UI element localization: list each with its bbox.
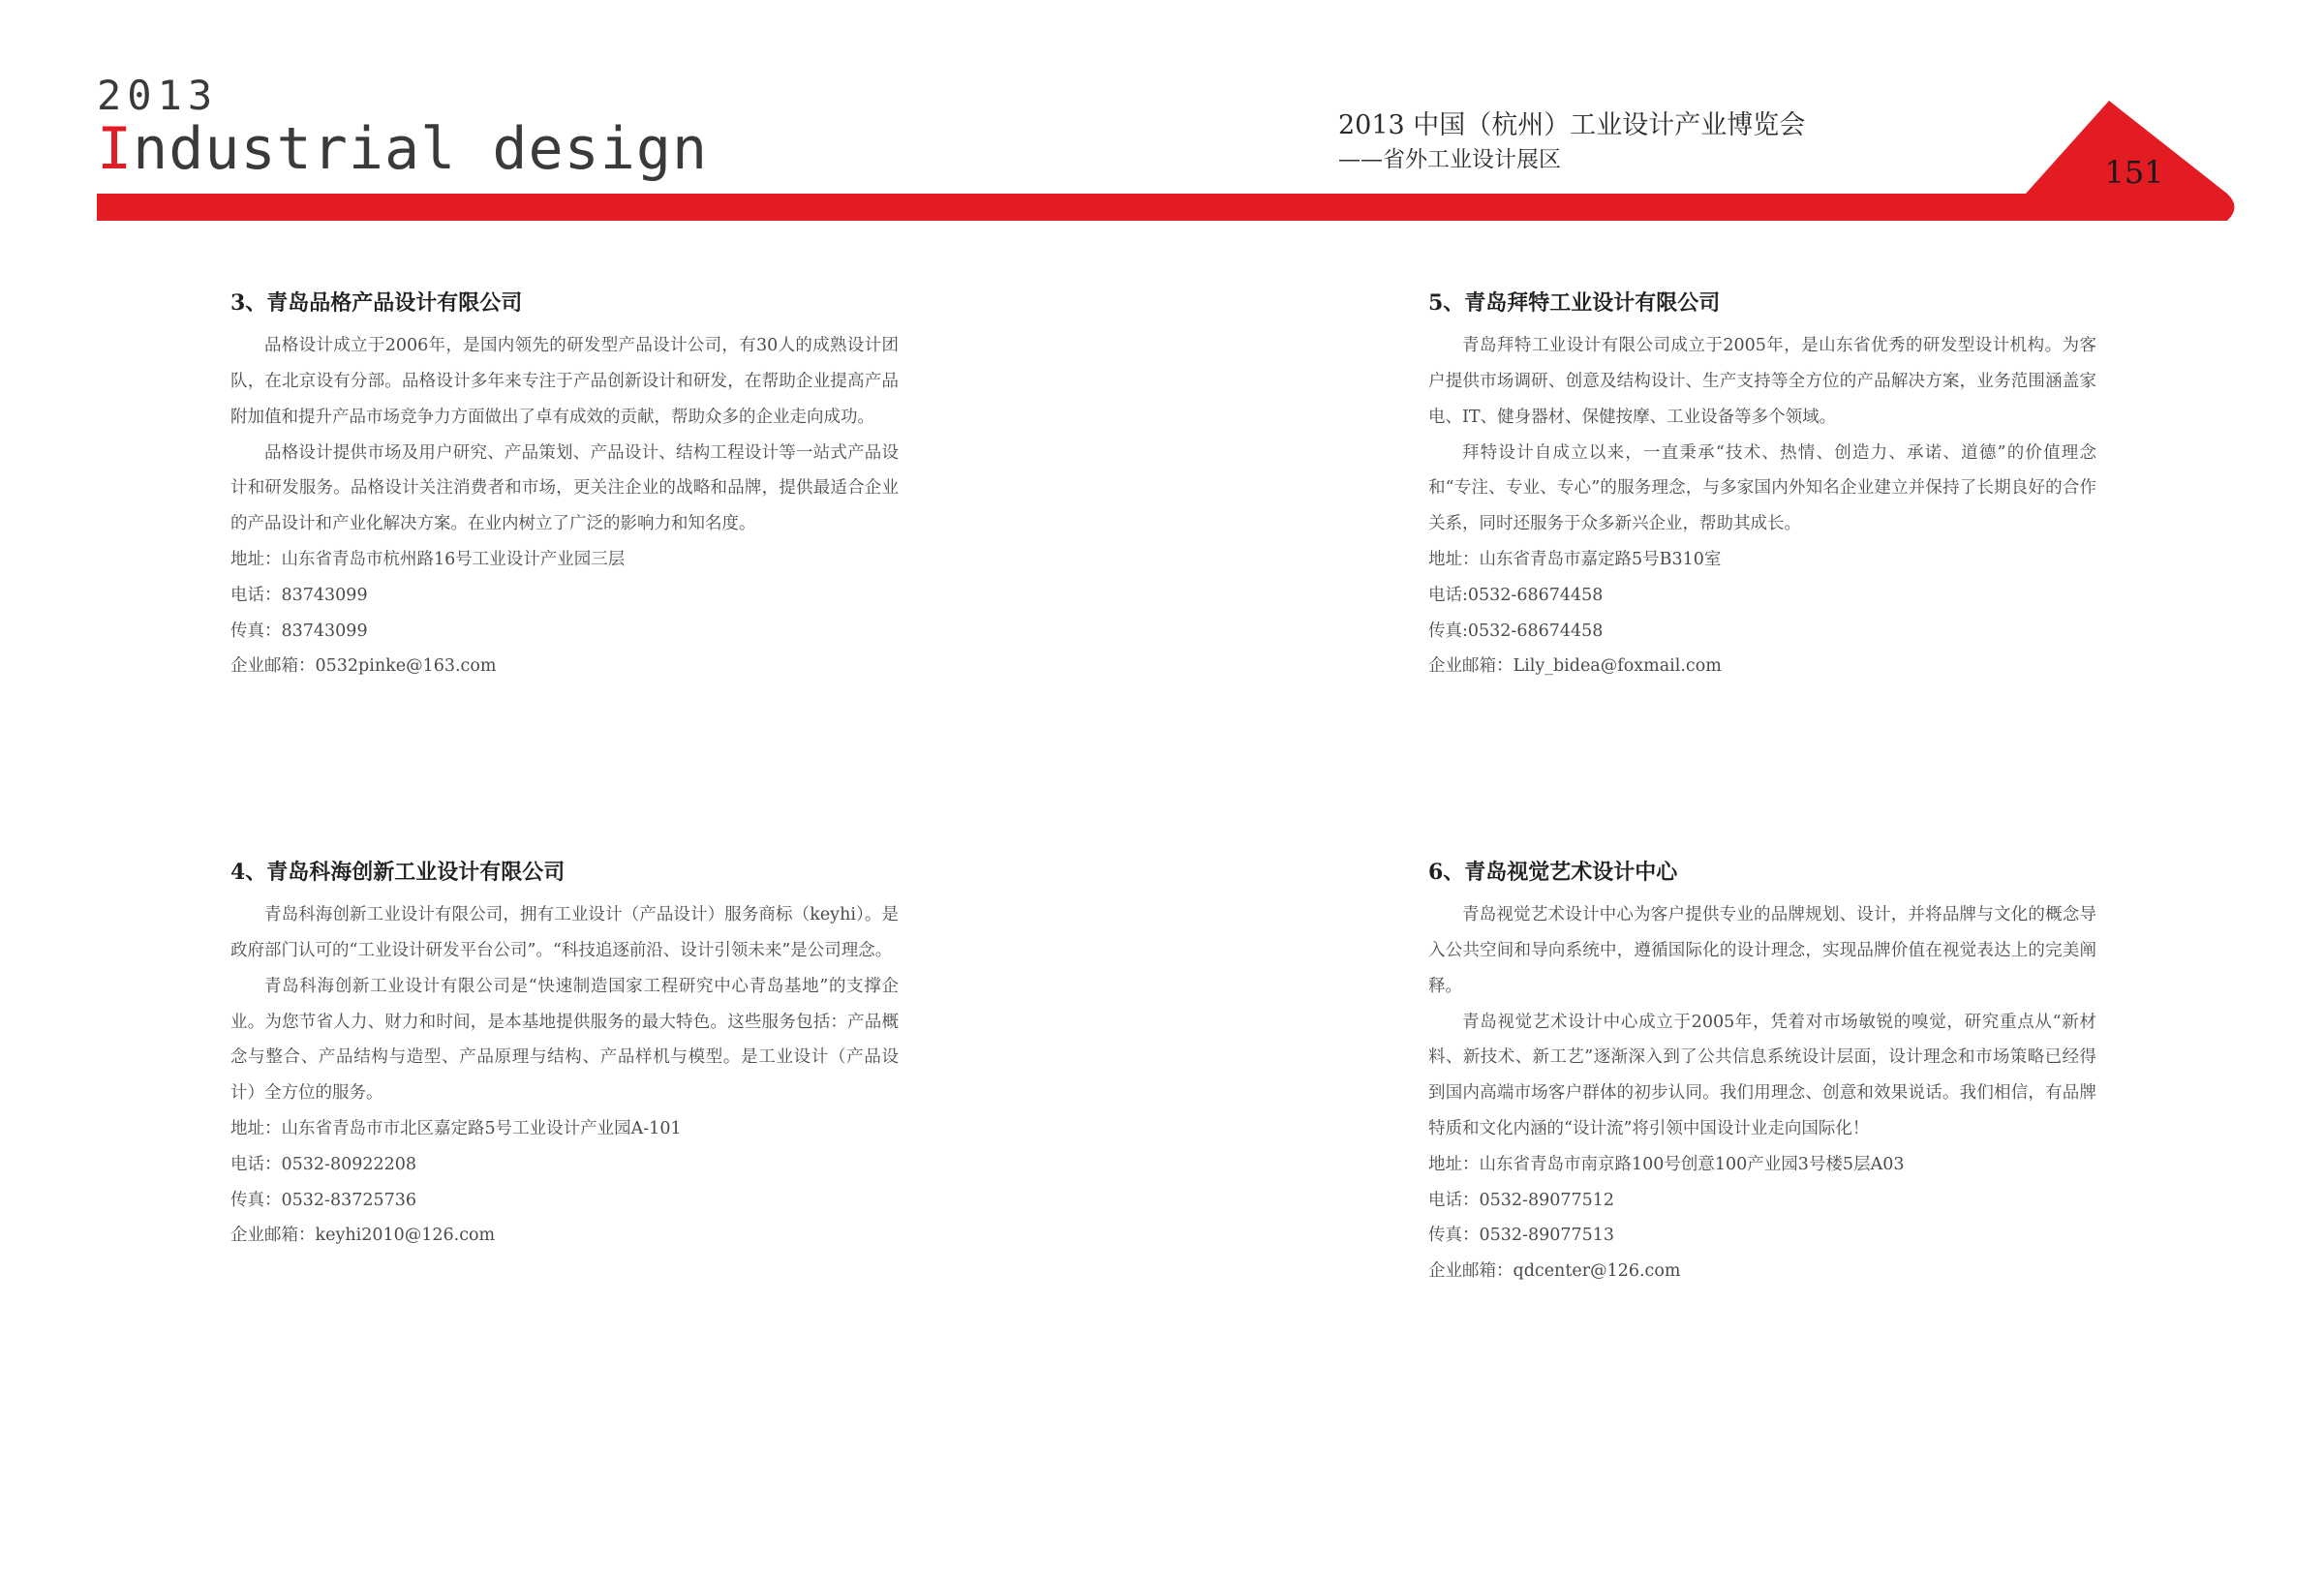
company-paragraph: 品格设计成立于2006年，是国内领先的研发型产品设计公司，有30人的成熟设计团队，在北京设有分部。品格设计多年来专注于产品创新设计和研发，在帮助企业提高产品附加值和提升产品市场竞争力方面做出了卓有成效的贡献，帮助众多的企业走向成功。	[230, 336, 899, 427]
brand-title-rest: ndustrial design	[133, 115, 709, 183]
company-section-6	[1428, 856, 2096, 1289]
company-email: 企业邮箱：Lily_bidea@foxmail.com	[1428, 656, 1722, 677]
company-fax: 传真:0532-68674458	[1428, 621, 1604, 641]
company-email: 企业邮箱：qdcenter@126.com	[1428, 1261, 1681, 1282]
brand-first-letter: I	[97, 115, 134, 183]
company-section-5	[1428, 287, 2096, 684]
company-paragraph: 青岛视觉艺术设计中心成立于2005年，凭着对市场敏锐的嗅觉，研究重点从“新材料、新技术、新工艺”逐渐深入到了公共信息系统设计层面，设计理念和市场策略已经得到国内高端市场客户群体的初步认同。我们用理念、创意和效果说话。我们相信，有品牌特质和文化内涵的“设计流”将引领中国设计业走向国际化！	[1428, 1012, 2096, 1138]
expo-title: 2013 中国（杭州）工业设计产业博览会	[1338, 110, 1806, 140]
company-paragraph: 品格设计提供市场及用户研究、产品策划、产品设计、结构工程设计等一站式产品设计和研发服务。品格设计关注消费者和市场，更关注企业的战略和品牌，提供最适合企业的产品设计和产业化解决方案。在业内树立了广泛的影响力和知名度。	[230, 442, 899, 534]
company-paragraph: 拜特设计自成立以来，一直秉承“技术、热情、创造力、承诺、道德”的价值理念和“专注、专业、专心”的服务理念，与多家国内外知名企业建立并保持了长期良好的合作关系，同时还服务于众多新兴企业，帮助其成长。	[1428, 442, 2096, 534]
company-section-3	[230, 287, 899, 684]
company-email: 企业邮箱：0532pinke@163.com	[230, 656, 497, 677]
company-email: 企业邮箱：keyhi2010@126.com	[230, 1226, 496, 1246]
brand-year: 2013	[97, 72, 219, 119]
company-paragraph: 青岛科海创新工业设计有限公司是“快速制造国家工程研究中心青岛基地”的支撑企业。为您节省人力、财力和时间，是本基地提供服务的最大特色。这些服务包括：产品概念与整合、产品结构与造型、产品原理与结构、产品样机与模型。是工业设计（产品设计）全方位的服务。	[230, 976, 899, 1104]
company-address: 地址：山东省青岛市南京路100号创意100产业园3号楼5层A03	[1428, 1154, 1905, 1174]
page-number: 151	[2104, 154, 2164, 191]
company-fax: 传真：0532-89077513	[1428, 1226, 1615, 1246]
company-paragraph: 青岛视觉艺术设计中心为客户提供专业的品牌规划、设计，并将品牌与文化的概念导入公共空间和导向系统中，遵循国际化的设计理念，实现品牌价值在视觉表达上的完美阐释。	[1428, 905, 2096, 996]
company-address: 地址：山东省青岛市市北区嘉定路5号工业设计产业园A-101	[230, 1118, 682, 1138]
company-phone: 电话:0532-68674458	[1428, 585, 1604, 605]
company-fax: 传真：0532-83725736	[230, 1190, 417, 1210]
company-heading: 3、青岛品格产品设计有限公司	[230, 290, 523, 316]
company-paragraph: 青岛拜特工业设计有限公司成立于2005年，是山东省优秀的研发型设计机构。为客户提供市场调研、创意及结构设计、生产支持等全方位的产品解决方案，业务范围涵盖家电、IT、健身器材、保健按摩、工业设备等多个领域。	[1428, 336, 2096, 427]
company-address: 地址：山东省青岛市嘉定路5号B310室	[1428, 549, 1722, 569]
red-stripe	[97, 194, 2223, 221]
company-heading: 6、青岛视觉艺术设计中心	[1428, 860, 1678, 885]
company-address: 地址：山东省青岛市杭州路16号工业设计产业园三层	[230, 549, 626, 569]
company-phone: 电话：0532-80922208	[230, 1154, 417, 1174]
company-heading: 4、青岛科海创新工业设计有限公司	[230, 860, 566, 885]
company-heading: 5、青岛拜特工业设计有限公司	[1428, 290, 1721, 316]
brand-logo	[97, 72, 709, 192]
brand-title	[97, 115, 709, 183]
company-fax: 传真：83743099	[230, 621, 368, 641]
company-section-4	[230, 856, 899, 1254]
company-phone: 电话：0532-89077512	[1428, 1190, 1615, 1210]
company-paragraph: 青岛科海创新工业设计有限公司，拥有工业设计（产品设计）服务商标（keyhi）。是政府部门认可的“工业设计研发平台公司”。“科技追逐前沿、设计引领未来”是公司理念。	[230, 905, 899, 960]
company-phone: 电话：83743099	[230, 585, 368, 605]
expo-subtitle: ——省外工业设计展区	[1338, 147, 1561, 172]
